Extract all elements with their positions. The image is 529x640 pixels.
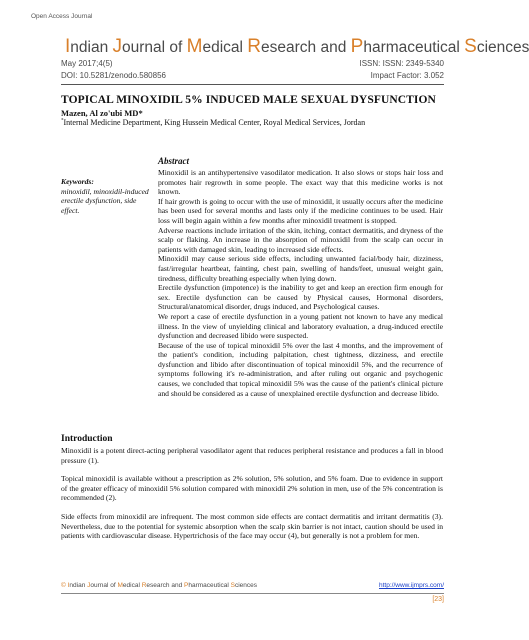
affiliation-text: Internal Medicine Department, King Hussein Medical Center, Royal Medical Services, Jordan <box>63 118 366 127</box>
fj-rest-2: ournal of <box>90 582 118 589</box>
jt-rest-2: ournal of <box>122 39 187 56</box>
jt-rest-3: edical <box>202 39 248 56</box>
fj-cap-3: M <box>117 582 123 589</box>
fj-rest-4: esearch and <box>146 582 185 589</box>
fj-cap-5: P <box>184 582 189 589</box>
fj-cap-2: J <box>87 582 91 589</box>
jt-cap-5: P <box>350 36 364 57</box>
affiliation-mark: * <box>61 118 64 124</box>
jt-rest-1: ndian <box>70 39 113 56</box>
footer-journal <box>61 582 257 589</box>
keywords-label: Keywords: <box>61 177 94 186</box>
jt-cap-2: J <box>112 36 123 57</box>
intro-paragraph: Topical minoxidil is available without a prescription as 2% solution, 5% solution, and 5% foam. Due to evidence in support of the greater efficacy of minoxidil 5% solution compared with minoxidil 2% solution in men, use of the 5% concentration is recommended (2). <box>61 474 443 503</box>
abstract-heading: Abstract <box>158 156 190 166</box>
intro-paragraph: Minoxidil is a potent direct-acting peripheral vasodilator agent that reduces peripheral resistance and produces a fall in blood pressure (1). <box>61 446 443 465</box>
abstract-paragraph: Erectile dysfunction (impotence) is the inability to get and keep an erection firm enough for sex. Erectile dysfunction can be caused by Physical causes, Hormonal disorders, Structural/anatomical disorder, drugs induced, and Psychological causes. <box>158 283 443 312</box>
jt-rest-5: harmaceutical <box>363 39 465 56</box>
introduction-heading: Introduction <box>61 434 113 444</box>
fj-rest-6: ciences <box>234 582 258 589</box>
abstract-paragraph: Minoxidil may cause serious side effects, including unwanted facial/body hair, dizziness, fast/irregular heartbeat, fainting, chest pain, swelling of hands/feet, unusual weight gain, tiredness, difficulty breathing especially when lying down. <box>158 254 443 283</box>
journal-meta <box>61 58 444 82</box>
jt-cap-1: I <box>65 36 71 57</box>
jt-rest-4: esearch and <box>261 39 351 56</box>
jt-cap-4: R <box>247 36 262 57</box>
fj-rest-5: harmaceutical <box>188 582 231 589</box>
issn-label: ISSN: ISSN: 2349-5340 <box>359 59 444 68</box>
abstract-paragraph: Adverse reactions include irritation of the skin, itching, contact dermatitis, and dryness of the scalp or flaking. An increase in the absorption of minoxidil from the scalp can occur in patients with damaged skin, leading to increased side effects. <box>158 225 443 254</box>
keywords-text: minoxidil, minoxidil-induced erectile dysfunction, side effect. <box>61 186 149 215</box>
footer-divider <box>61 593 444 594</box>
fj-rest-1: ndian <box>69 582 88 589</box>
open-access-label: Open Access Journal <box>31 13 93 20</box>
header-divider <box>61 84 444 85</box>
abstract-paragraph: We report a case of erectile dysfunction in a young patient not known to have any medical illness. In the view of unyielding clinical and laboratory evaluation, a drug-induced erectile dysfunction and decreased libido were suspected. <box>158 311 443 341</box>
jt-rest-6: ciences <box>476 39 529 56</box>
doi-label: DOI: 10.5281/zenodo.580856 <box>61 71 166 80</box>
page-footer <box>61 582 444 589</box>
article-title: TOPICAL MINOXIDIL 5% INDUCED MALE SEXUAL DYSFUNCTION <box>61 94 436 106</box>
fj-cap-6: S <box>230 582 235 589</box>
fj-rest-3: edical <box>122 582 142 589</box>
intro-paragraph: Side effects from minoxidil are infrequent. The most common side effects are contact dermatitis and irritant dermatitis (3). Nevertheless, due to the potential for systemic absorption when the scalp skin barrier is not intact, caution should be used in patients with cardiovascular disease. Hypertrichosis of the face may occur (4), but generally is not a problem for men. <box>61 511 443 541</box>
meta-row-1 <box>61 58 444 70</box>
abstract-paragraph: If hair growth is going to occur with the use of minoxidil, it usually occurs after the medicine has been used for several months and lasts only if the medicine continues to be used. Hair loss will begin again within a few months after minoxidil treatment is stopped. <box>158 196 443 225</box>
page-number: [23] <box>432 596 444 603</box>
jt-cap-3: M <box>186 36 203 57</box>
impact-factor-label: Impact Factor: 3.052 <box>370 71 444 80</box>
abstract-paragraph: Minoxidil is an antihypertensive vasodilator medication. It also slows or stops hair loss and promotes hair regrowth in some people. The exact way that this medicine works is not known. <box>158 168 443 197</box>
issue-label: May 2017;4(5) <box>61 59 113 68</box>
abstract-paragraph: Because of the use of topical minoxidil 5% over the last 4 months, and the improvement of the patient's condition, including palpitation, chest tightness, dizziness, and erectile dysfunction and libido after discontinuation of topical minoxidil 5%, and the recurrence of symptoms following it's re-administration, and after ruling out organic and psychogenic causes, we concluded that topical minoxidil 5% was the cause of the patient's clinical picture and should be considered as a cause of unexplained erectile dysfunction and decrease libido. <box>158 340 443 398</box>
copyright-symbol: © <box>61 582 66 589</box>
fj-cap-1: I <box>67 582 70 589</box>
keywords-block <box>61 177 153 215</box>
fj-cap-4: R <box>141 582 147 589</box>
meta-row-2 <box>61 70 444 82</box>
abstract-body <box>158 168 443 398</box>
jt-cap-6: S <box>464 36 477 57</box>
author-affiliation <box>61 118 365 127</box>
journal-url-link[interactable]: http://www.ijmprs.com/ <box>378 582 444 589</box>
introduction-body <box>61 446 443 550</box>
journal-title <box>65 36 529 58</box>
author-name: Mazen, Al zo'ubi MD* <box>61 108 143 118</box>
